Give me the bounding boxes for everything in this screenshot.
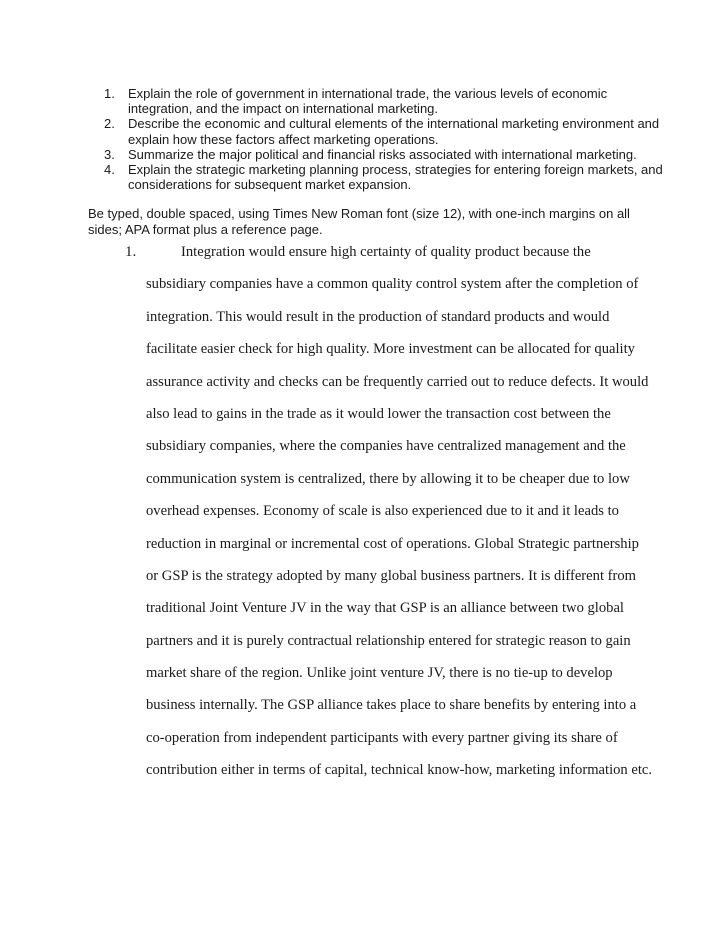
answer-line: assurance activity and checks can be frequently carried out to reduce defects. It would <box>146 373 649 390</box>
instruction-item <box>104 147 664 162</box>
answer-line: reduction in marginal or incremental cost of operations. Global Strategic partnership <box>146 535 639 552</box>
answer-line: traditional Joint Venture JV in the way that GSP is an alliance between two global <box>146 600 624 617</box>
answer-line: or GSP is the strategy adopted by many global business partners. It is different from <box>146 567 637 584</box>
answer-line: subsidiary companies have a common quality control system after the completion of <box>146 276 639 293</box>
answer-number: 1. <box>125 244 137 260</box>
answer-body <box>146 242 666 793</box>
answer-line: overhead expenses. Economy of scale is also experienced due to it and it leads to <box>146 503 619 520</box>
instruction-line: considerations for subsequent market expansion. <box>128 177 412 193</box>
instruction-list <box>104 86 664 192</box>
answer-line: Integration would ensure high certainty of quality product because the <box>181 244 591 260</box>
instruction-item <box>104 116 664 146</box>
instruction-line: integration, and the impact on international marketing. <box>128 101 439 117</box>
instruction-number: 4. <box>104 162 115 178</box>
answer-line: market share of the region. Unlike joint venture JV, there is no tie-up to develop <box>146 665 613 682</box>
answer-line: facilitate easier check for high quality. More investment can be allocated for quality <box>146 341 635 358</box>
answer-line: contribution either in terms of capital, technical know-how, marketing information etc. <box>146 762 653 779</box>
requirements-line: Be typed, double spaced, using Times New Roman font (size 12), with one-inch margins on all <box>88 206 630 221</box>
instruction-line: Explain the strategic marketing planning process, strategies for entering foreign markets, and <box>128 162 663 178</box>
requirements-line: sides; APA format plus a reference page. <box>88 221 323 237</box>
answer-line: integration. This would result in the production of standard products and would <box>146 308 610 325</box>
answer-line: also lead to gains in the trade as it would lower the transaction cost between the <box>146 405 611 422</box>
answer-line: partners and it is purely contractual relationship entered for strategic reason to gain <box>146 632 631 649</box>
instruction-line: Explain the role of government in international trade, the various levels of economic <box>128 86 608 101</box>
instruction-line: Describe the economic and cultural elements of the international marketing environment and <box>128 116 660 132</box>
instruction-number: 3. <box>104 146 115 162</box>
answer-line: business internally. The GSP alliance takes place to share benefits by entering into a <box>146 697 637 714</box>
instruction-number: 2. <box>104 116 115 132</box>
instruction-item <box>104 86 664 116</box>
answer-line: communication system is centralized, there by allowing it to be cheaper due to low <box>146 470 630 487</box>
instruction-line: explain how these factors affect marketing operations. <box>128 131 439 147</box>
instruction-item <box>104 162 664 192</box>
instruction-line: Summarize the major political and financial risks associated with international marketing. <box>128 146 637 162</box>
instruction-number: 1. <box>104 86 115 101</box>
requirements-paragraph <box>88 206 648 237</box>
answer-line: co-operation from independent participants with every partner giving its share of <box>146 729 618 746</box>
answer-line: subsidiary companies, where the companies have centralized management and the <box>146 438 626 455</box>
